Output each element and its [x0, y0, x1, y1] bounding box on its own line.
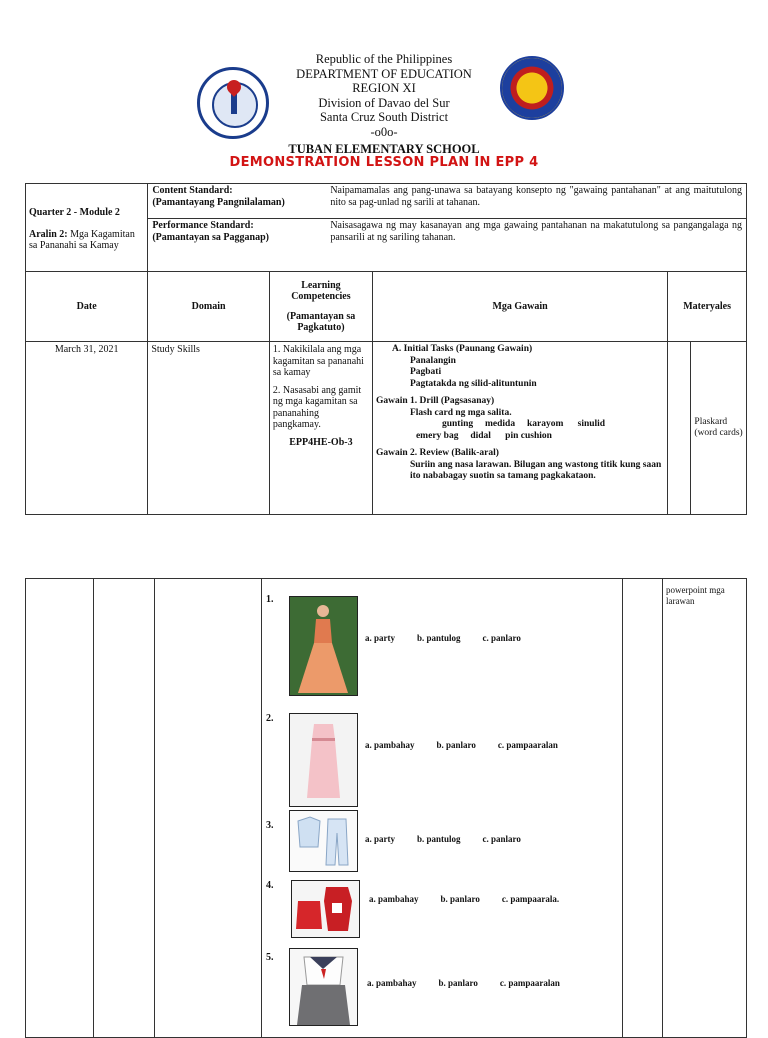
- drill-words-2: emery bag didal pin cushion: [415, 430, 552, 441]
- row-domain: Study Skills: [148, 342, 270, 515]
- content-standard-cell: [148, 184, 747, 219]
- competency-code: EPP4HE-Ob-3: [289, 436, 353, 448]
- header-competencies-sub: (Pamantayan sa Pagkatuto): [286, 310, 356, 333]
- item-2-choice-a[interactable]: a. pambahay: [365, 740, 415, 750]
- item-1-choices: [365, 633, 543, 643]
- item-5-choices: [367, 978, 582, 988]
- school-name: TUBAN ELEMENTARY SCHOOL: [288, 141, 480, 156]
- task-alituntunin: Pagtatakda ng silid-alituntunin: [409, 378, 537, 389]
- materyales-text: Plaskard (word cards): [694, 416, 743, 438]
- item-2-choices: [365, 740, 580, 750]
- header-division: Division of Davao del Sur: [318, 95, 450, 110]
- task-pagbati: Pagbati: [409, 367, 442, 377]
- item-2-image: [289, 713, 358, 807]
- item-5-choice-c[interactable]: c. pampaaralan: [499, 978, 560, 988]
- header-district: Santa Cruz South District: [319, 110, 449, 125]
- item-1-number: 1.: [266, 594, 274, 605]
- item-5-number: 5.: [266, 952, 274, 963]
- content-standard-label: Content Standard:: [152, 185, 233, 196]
- item-3-choices: [365, 834, 543, 844]
- header-competencies-cell: [269, 272, 372, 342]
- document-header: [0, 52, 768, 171]
- item-2-number: 2.: [266, 713, 274, 724]
- item-3-choice-b[interactable]: b. pantulog: [417, 834, 461, 844]
- header-department: DEPARTMENT OF EDUCATION: [296, 66, 472, 81]
- aralin-title: Mga Kagamitan sa Pananahi sa Kamay: [29, 228, 135, 252]
- item-2-choice-b[interactable]: b. panlaro: [436, 740, 476, 750]
- header-gawain: Mga Gawain: [372, 272, 667, 342]
- row-materyales: [668, 342, 747, 515]
- task-panalangin: Panalangin: [409, 355, 456, 366]
- item-4-number: 4.: [266, 880, 274, 891]
- initial-tasks: A. Initial Tasks (Paunang Gawain): [391, 344, 533, 354]
- header-region: REGION XI: [352, 81, 416, 96]
- materyales-powerpoint: powerpoint mga larawan: [666, 585, 725, 606]
- item-1-image: [289, 596, 358, 696]
- header-separator: -o0o-: [370, 124, 398, 139]
- lesson-plan-table: [25, 183, 747, 515]
- item-4-choice-a[interactable]: a. pambahay: [369, 894, 419, 904]
- header-competencies: Learning Competencies: [291, 279, 351, 302]
- item-5-choice-a[interactable]: a. pambahay: [367, 978, 417, 988]
- header-materyales: Materyales: [668, 272, 747, 342]
- performance-standard-label: Performance Standard:: [152, 220, 254, 231]
- quarter-cell: Quarter 2 - Module 2 Aralin 2: Mga Kagamitan sa Pananahi sa Kamay: [26, 184, 148, 272]
- item-3-choice-c[interactable]: c. panlaro: [482, 834, 521, 844]
- item-4-choice-c[interactable]: c. pampaarala.: [501, 894, 560, 904]
- item-3-choice-a[interactable]: a. party: [365, 834, 395, 844]
- page-title: DEMONSTRATION LESSON PLAN IN EPP 4: [229, 155, 539, 171]
- performance-standard-sub: (Pamantayan sa Pagganap): [152, 231, 269, 243]
- performance-standard-text: Naisasagawa ng may kasanayan ang mga gawaing pantahanan na makatutulong sa pangangalaga ng pansarili at ng sariling tahanan.: [330, 220, 742, 243]
- item-1-choice-b[interactable]: b. pantulog: [417, 633, 461, 643]
- performance-standard-cell: [148, 219, 747, 272]
- aralin-label: Aralin 2: [29, 228, 65, 240]
- gawain-1-title: Gawain 1. Drill (Pagsasanay): [375, 396, 495, 406]
- header-domain: Domain: [148, 272, 270, 342]
- item-2-choice-c[interactable]: c. pampaaralan: [497, 740, 558, 750]
- gawain-1-text: Flash card ng mga salita.: [409, 407, 512, 418]
- item-4-choice-b[interactable]: b. panlaro: [440, 894, 480, 904]
- row-competencies: [269, 342, 372, 515]
- row-date: March 31, 2021: [26, 342, 148, 515]
- competency-1: 1. Nakikilala ang mga kagamitan sa pananahi sa kamay: [272, 344, 364, 378]
- item-5-image: [289, 948, 358, 1026]
- header-date: Date: [26, 272, 148, 342]
- item-4-choices: [369, 894, 581, 904]
- gawain-2-text: Suriin ang nasa larawan. Bilugan ang wastong titik kung saan ito nababagay suotin sa tamang pagkakataon.: [409, 459, 662, 481]
- quarter-label: Quarter 2 - Module 2: [29, 207, 120, 219]
- drill-words-1: gunting medida karayom sinulid: [441, 419, 606, 429]
- row-gawain: [372, 342, 667, 515]
- item-5-choice-b[interactable]: b. panlaro: [438, 978, 478, 988]
- content-standard-text: Naipamamalas ang pang-unawa sa batayang konsepto ng "gawaing pantahanan" at ang maitutulong nito sa pag-unlad ng sarili at tahanan.: [330, 185, 742, 208]
- item-3-image: [289, 810, 358, 872]
- content-standard-sub: (Pamantayang Pangnilalaman): [152, 196, 285, 208]
- item-1-choice-a[interactable]: a. party: [365, 633, 395, 643]
- gawain-2-title: Gawain 2. Review (Balik-aral): [375, 448, 499, 458]
- item-4-image: [291, 880, 360, 938]
- item-1-choice-c[interactable]: c. panlaro: [482, 633, 521, 643]
- competency-2: 2. Nasasabi ang gamit ng mga kagamitan sa pananahing pangkamay.: [272, 384, 362, 430]
- activity-table: [25, 578, 747, 1038]
- header-republic: Republic of the Philippines: [315, 52, 453, 66]
- item-3-number: 3.: [266, 820, 274, 831]
